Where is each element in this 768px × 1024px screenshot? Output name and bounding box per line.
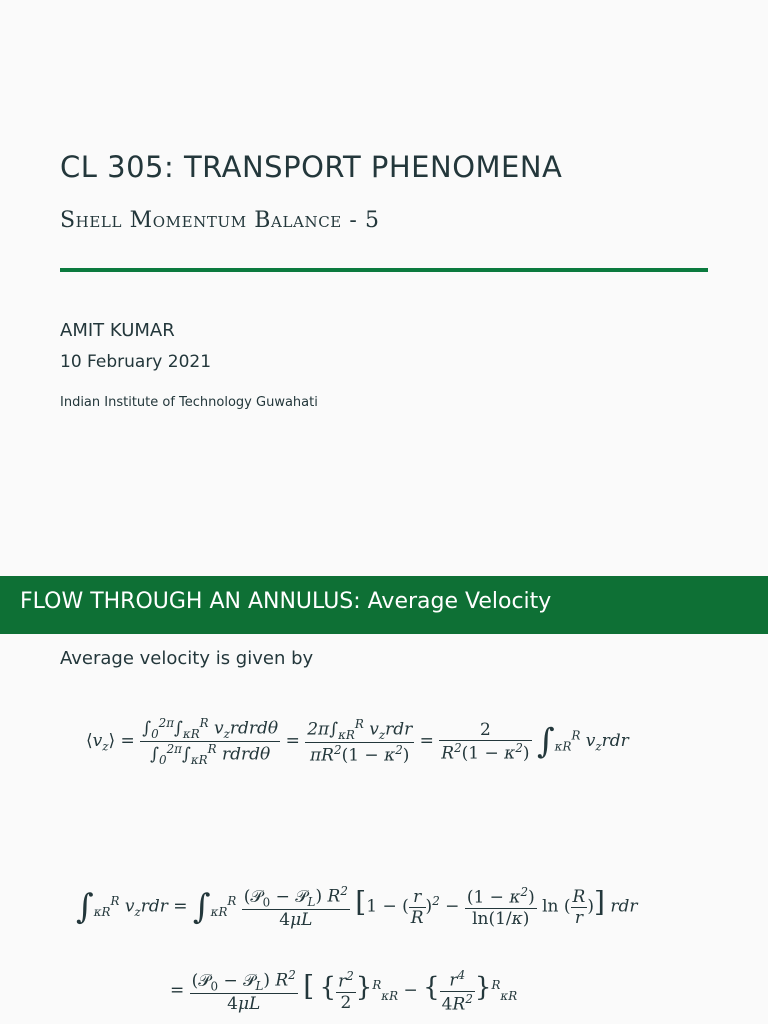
author-name: AMIT KUMAR: [60, 320, 175, 341]
velocity-integral-equation: $\int_{\kappa R}^R$ $v_zrdr = \int_{\kappa R}^R$ $\frac{(𝒫_0 - 𝒫_L) R^2}{4\mu L}$ [1 − ( $\frac{r}{R}$ )$^2$ − $\frac{(1 - \kappa^2)}{\ln(1/\kappa)}$ ln ( $\frac{R}{r}$ )] rdr: [76, 884, 638, 931]
velocity-integral-continuation: = $\frac{(𝒫_0 - 𝒫_L) R^2}{4\mu L}$ [ { $\frac{r^2}{2}$ }$^R_{\kappa R}$ − { $\frac{r^4}{4R^2}$ }$^R_{\kappa R}$: [170, 968, 518, 1015]
average-velocity-equation: $⟨v_z⟩$ = $\frac{\int_0^{2\pi}\int_{\kappa R}^R v_zrdrd\theta}{\int_0^{2\pi}\int_{\kappa R}^R rdrd\theta}$ = $\frac{2\pi\int_{\kappa R}^R v_zrdr}{\pi R^2(1 - \kappa^2)}$ = $\frac{2}{R^2(1 - \kappa^2)}$ $\int_{\kappa R}^R$ $v_zrdr$: [86, 716, 629, 768]
frame-title-bar: [0, 576, 768, 634]
lecture-date: 10 February 2021: [60, 352, 212, 372]
intro-text: Average velocity is given by: [60, 648, 314, 669]
frame-title: FLOW THROUGH AN ANNULUS: Average Velocity: [20, 589, 552, 614]
institute-name: Indian Institute of Technology Guwahati: [60, 395, 318, 410]
lecture-subtitle: Shell Momentum Balance - 5: [60, 208, 380, 233]
title-divider: [60, 268, 708, 272]
course-title: CL 305: TRANSPORT PHENOMENA: [60, 150, 563, 184]
